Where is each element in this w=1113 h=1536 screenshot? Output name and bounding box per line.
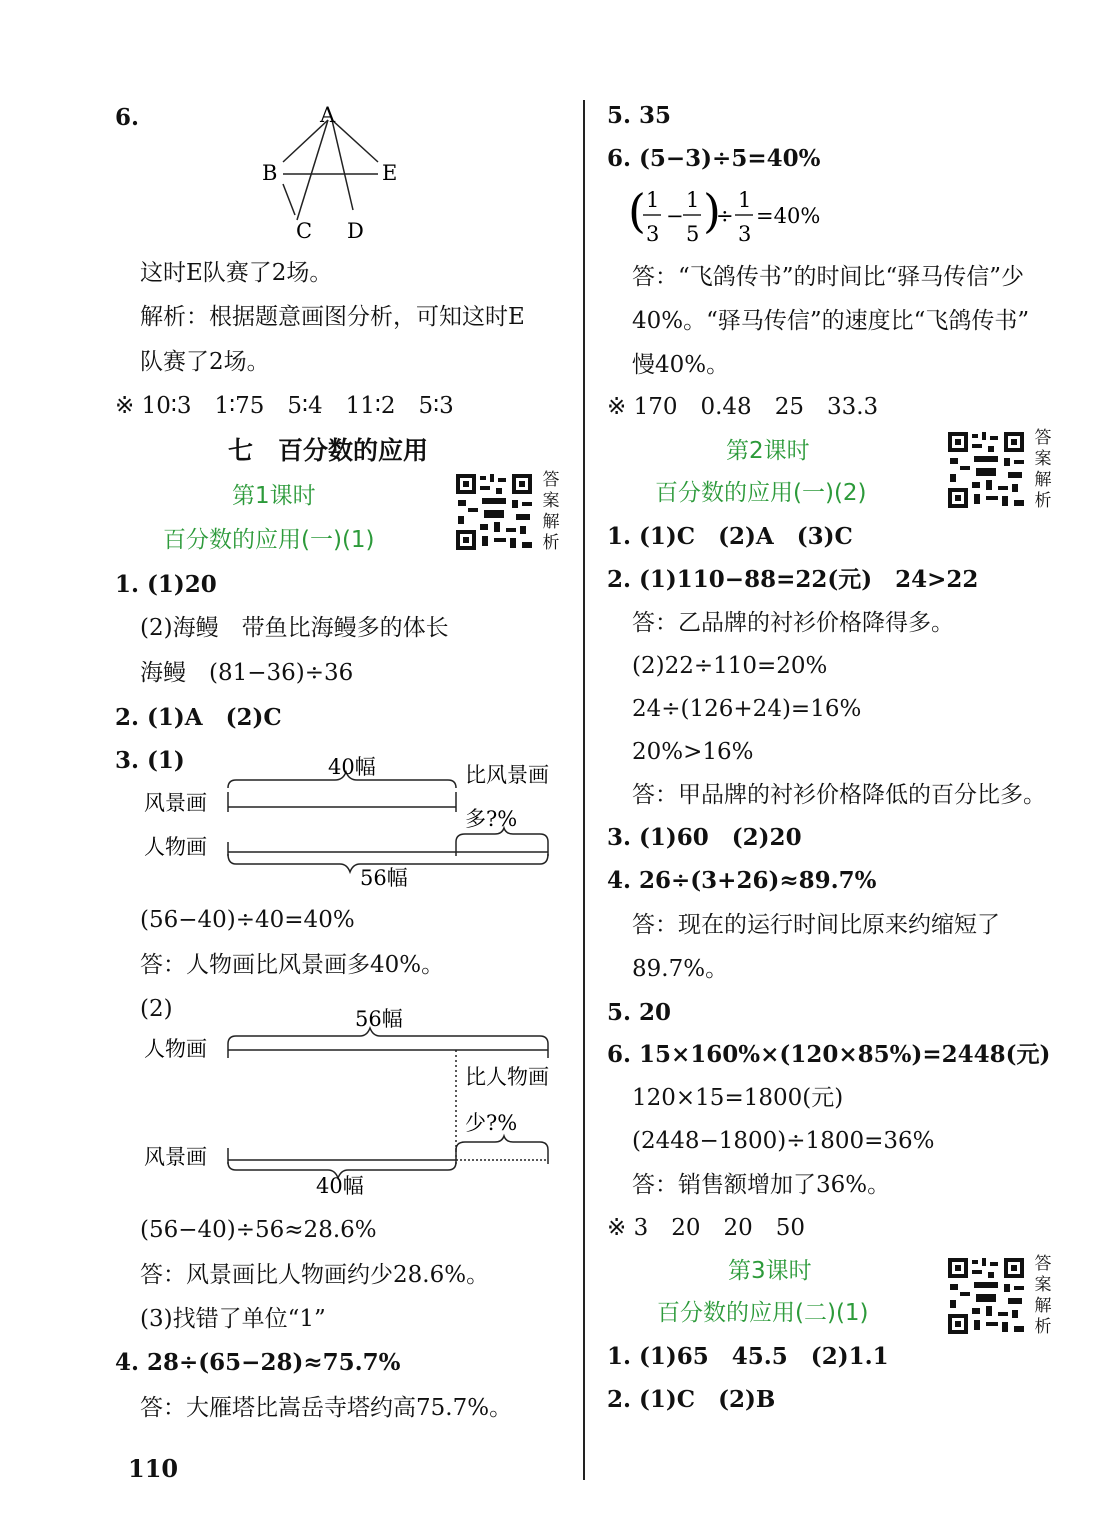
qr-label: 答 案 解 析 (542, 470, 560, 553)
svg-text:−: − (666, 204, 684, 228)
q6-analysis-2: 队赛了2场。 (140, 349, 270, 375)
r4a: 4. 26÷(3+26)≈89.7% (607, 867, 877, 894)
q3-ans2: 答：风景画比人物画约少28.6%。 (140, 1262, 490, 1288)
vertex-c: C (296, 219, 313, 243)
page-number: 110 (128, 1454, 179, 1483)
ratio-line: ※ 10∶3 1∶75 5∶4 11∶2 5∶3 (115, 393, 454, 419)
svg-text:=40%: =40% (756, 204, 821, 228)
lesson1-title: 第1课时 (232, 483, 316, 509)
r2f: 答：甲品牌的衬衫价格降低的百分比多。 (632, 782, 1046, 808)
r-q6-ans1: 答：“飞鸽传书”的时间比“驿马传信”少 (632, 264, 1025, 290)
q6-number: 6. (115, 104, 140, 131)
svg-text:): ) (703, 184, 721, 238)
r2a: 2. (1)110−88=22(元) 24>22 (607, 566, 979, 593)
lesson2-subtitle: 百分数的应用(一)(2) (655, 480, 867, 506)
match-graph (250, 100, 420, 245)
r4c: 89.7%。 (632, 956, 729, 982)
r6d: 答：销售额增加了36%。 (632, 1172, 891, 1198)
q1-b: (2)海鳗 带鱼比海鳗多的体长 (140, 615, 449, 641)
r6c: (2448−1800)÷1800=36% (632, 1128, 935, 1154)
r-q6-calc: 6. (5−3)÷5=40% (607, 145, 821, 172)
d2-note2: 少?% (465, 1111, 518, 1135)
d2-row2: 风景画 (144, 1145, 207, 1169)
qr-code-icon (946, 430, 1026, 510)
r2d: 24÷(126+24)=16% (632, 696, 862, 722)
d2-note1: 比人物画 (465, 1065, 549, 1089)
vertex-e: E (382, 161, 398, 185)
r6b: 120×15=1800(元) (632, 1085, 844, 1111)
svg-text:5: 5 (686, 222, 700, 246)
r3: 3. (1)60 (2)20 (607, 824, 802, 851)
q3-1: 3. (1) (115, 747, 185, 774)
d1-row1: 风景画 (144, 791, 207, 815)
d2-row1: 人物画 (144, 1037, 207, 1061)
qr-code-icon (454, 472, 534, 552)
column-divider (583, 100, 585, 1480)
q3-ans1: 答：人物画比风景画多40%。 (140, 952, 445, 978)
lesson2-title: 第2课时 (726, 438, 810, 464)
d2-bottom-label: 40幅 (316, 1174, 364, 1198)
vertex-b: B (262, 161, 278, 185)
r2b: 答：乙品牌的衬衫价格降得多。 (632, 610, 954, 636)
q6-analysis-1: 解析：根据题意画图分析，可知这时E (140, 304, 525, 330)
s2: 2. (1)C (2)B (607, 1386, 776, 1413)
lesson3-subtitle: 百分数的应用(二)(1) (657, 1300, 869, 1326)
svg-text:3: 3 (646, 222, 660, 246)
q3-calc1: (56−40)÷40=40% (140, 907, 355, 933)
q1-a: 1. (1)20 (115, 571, 217, 598)
svg-text:÷: ÷ (716, 204, 734, 228)
r2c: (2)22÷110=20% (632, 653, 828, 679)
segment-diagram-2 (140, 1000, 570, 1200)
q3-2: (2) (140, 996, 173, 1022)
svg-text:(: ( (628, 184, 646, 238)
vertex-a: A (320, 103, 336, 127)
q4-calc: 4. 28÷(65−28)≈75.7% (115, 1349, 401, 1376)
q4-ans: 答：大雁塔比嵩岳寺塔约高75.7%。 (140, 1395, 513, 1421)
r-q5: 5. 35 (607, 102, 672, 129)
r2e: 20%>16% (632, 739, 754, 765)
qr-label: 答 案 解 析 (1034, 428, 1052, 511)
r5: 5. 20 (607, 999, 672, 1026)
r4b: 答：现在的运行时间比原来约缩短了 (632, 912, 1000, 938)
unit-title: 七 百分数的应用 (228, 436, 429, 465)
r6a: 6. 15×160%×(120×85%)=2448(元) (607, 1041, 1051, 1068)
r-star1: ※ 170 0.48 25 33.3 (607, 394, 879, 420)
vertex-d: D (347, 219, 364, 243)
r1: 1. (1)C (2)A (3)C (607, 523, 853, 550)
lesson3-title: 第3课时 (728, 1258, 812, 1284)
s1: 1. (1)65 45.5 (2)1.1 (607, 1343, 889, 1370)
d1-bottom-label: 56幅 (360, 866, 408, 890)
q3-3: (3)找错了单位“1” (140, 1306, 326, 1332)
q6-answer: 这时E队赛了2场。 (140, 260, 333, 286)
svg-text:1: 1 (686, 188, 700, 212)
r-q6-ans3: 慢40%。 (632, 352, 730, 378)
d1-row2: 人物画 (144, 835, 207, 859)
d2-top-label: 56幅 (355, 1007, 403, 1031)
d1-top-label: 40幅 (328, 755, 376, 779)
qr-code-icon (946, 1256, 1026, 1336)
r-q6-ans2: 40%。“驿马传信”的速度比“飞鸽传书” (632, 308, 1030, 334)
q3-calc2: (56−40)÷56≈28.6% (140, 1217, 377, 1243)
r-star2: ※ 3 20 20 50 (607, 1215, 806, 1241)
fraction-expression (628, 183, 828, 249)
d1-note1: 比风景画 (465, 763, 549, 787)
lesson1-subtitle: 百分数的应用(一)(1) (163, 527, 375, 553)
q1-c: 海鳗 (81−36)÷36 (140, 660, 354, 686)
q2: 2. (1)A (2)C (115, 704, 282, 731)
qr-label: 答 案 解 析 (1034, 1254, 1052, 1337)
d1-note2: 多?% (465, 807, 518, 831)
svg-text:1: 1 (738, 188, 752, 212)
segment-diagram-1 (140, 752, 570, 900)
svg-text:1: 1 (646, 188, 660, 212)
svg-text:3: 3 (738, 222, 752, 246)
